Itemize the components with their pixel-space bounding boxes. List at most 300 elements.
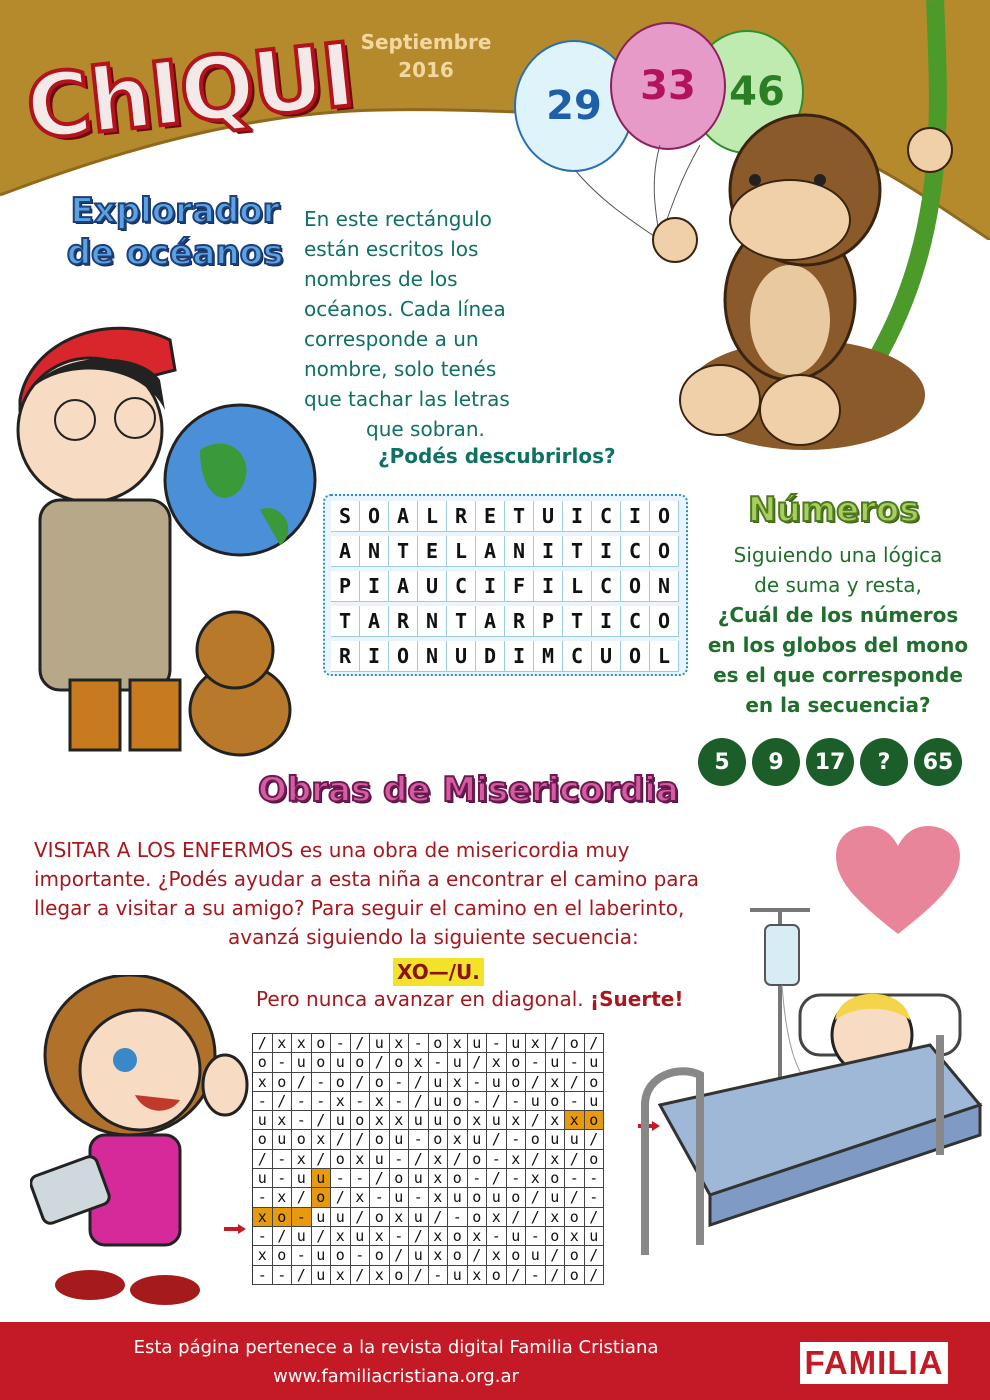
maze-cell[interactable]: x xyxy=(448,1073,468,1092)
letter-cell[interactable]: T xyxy=(563,606,592,637)
maze-cell[interactable]: x xyxy=(273,1111,293,1130)
maze-cell[interactable]: / xyxy=(546,1246,566,1265)
maze-cell[interactable]: o xyxy=(312,1034,332,1053)
maze-cell[interactable]: x xyxy=(390,1111,410,1130)
letter-cell[interactable]: C xyxy=(447,571,476,602)
maze-cell[interactable]: x xyxy=(429,1188,449,1207)
footer-url-link[interactable]: www.familiacristiana.org.ar xyxy=(273,1366,519,1387)
maze-cell[interactable]: o xyxy=(390,1266,410,1285)
maze-cell[interactable]: x xyxy=(526,1034,546,1053)
letter-cell[interactable]: I xyxy=(592,606,621,637)
maze-cell[interactable]: x xyxy=(390,1208,410,1227)
maze-cell[interactable]: / xyxy=(526,1150,546,1169)
maze-cell[interactable]: u xyxy=(390,1130,410,1149)
maze-cell[interactable]: - xyxy=(390,1092,410,1111)
maze-cell[interactable]: x xyxy=(370,1227,390,1246)
maze-cell[interactable]: x xyxy=(507,1150,527,1169)
maze-cell[interactable]: o xyxy=(507,1246,527,1265)
maze-cell[interactable]: o xyxy=(448,1246,468,1265)
maze-cell[interactable]: o xyxy=(526,1130,546,1149)
letter-cell[interactable]: A xyxy=(360,606,389,637)
balloon-number: 29 xyxy=(546,83,602,129)
maze-cell[interactable]: - xyxy=(487,1150,507,1169)
maze-cell[interactable]: - xyxy=(273,1169,293,1188)
maze-cell[interactable]: x xyxy=(253,1208,273,1227)
maze-cell[interactable]: - xyxy=(253,1266,273,1285)
letter-cell[interactable]: U xyxy=(447,641,476,672)
maze-cell[interactable]: u xyxy=(292,1053,312,1072)
maze-cell[interactable]: x xyxy=(448,1034,468,1053)
maze-cell[interactable]: u xyxy=(253,1111,273,1130)
maze-cell[interactable]: / xyxy=(273,1092,293,1111)
maze-cell[interactable]: / xyxy=(546,1034,566,1053)
maze-cell[interactable]: o xyxy=(253,1130,273,1149)
maze-cell[interactable]: u xyxy=(292,1227,312,1246)
maze-cell[interactable]: u xyxy=(448,1266,468,1285)
letter-cell[interactable]: O xyxy=(389,641,418,672)
maze-cell[interactable]: u xyxy=(526,1092,546,1111)
maze-cell[interactable]: - xyxy=(429,1053,449,1072)
maze-cell[interactable]: o xyxy=(468,1150,488,1169)
maze-cell[interactable]: / xyxy=(585,1246,605,1265)
maze-cell[interactable]: u xyxy=(312,1246,332,1265)
maze-cell[interactable]: - xyxy=(331,1034,351,1053)
maze-cell[interactable]: u xyxy=(585,1053,605,1072)
maze-cell[interactable]: x xyxy=(253,1073,273,1092)
letter-cell[interactable]: L xyxy=(650,641,679,672)
letter-cell[interactable]: I xyxy=(563,501,592,532)
maze-cell[interactable]: u xyxy=(526,1246,546,1265)
maze-cell[interactable]: / xyxy=(565,1073,585,1092)
maze-cell[interactable]: o xyxy=(273,1073,293,1092)
maze-cell[interactable]: / xyxy=(507,1266,527,1285)
letter-cell[interactable]: U xyxy=(534,501,563,532)
maze-cell[interactable]: / xyxy=(409,1073,429,1092)
maze-cell[interactable]: x xyxy=(370,1266,390,1285)
maze-cell[interactable]: x xyxy=(253,1246,273,1265)
maze-cell[interactable]: x xyxy=(351,1150,371,1169)
maze-cell[interactable]: u xyxy=(429,1073,449,1092)
letter-cell[interactable]: M xyxy=(534,641,563,672)
maze-cell[interactable]: x xyxy=(526,1169,546,1188)
maze-cell[interactable]: u xyxy=(507,1227,527,1246)
maze-cell[interactable]: o xyxy=(429,1130,449,1149)
maze-cell[interactable]: - xyxy=(468,1169,488,1188)
letter-cell[interactable]: C xyxy=(621,536,650,567)
maze-cell[interactable]: o xyxy=(390,1053,410,1072)
letter-cell[interactable]: L xyxy=(563,571,592,602)
letter-cell[interactable]: R xyxy=(505,606,534,637)
maze-cell[interactable]: u xyxy=(448,1053,468,1072)
maze-cell[interactable]: - xyxy=(507,1092,527,1111)
maze-cell[interactable]: / xyxy=(331,1130,351,1149)
maze-cell[interactable]: - xyxy=(273,1266,293,1285)
maze-cell[interactable]: u xyxy=(312,1266,332,1285)
maze-cell[interactable]: / xyxy=(585,1034,605,1053)
maze-cell[interactable]: / xyxy=(468,1053,488,1072)
maze-cell[interactable]: - xyxy=(468,1092,488,1111)
maze-cell[interactable]: / xyxy=(565,1188,585,1207)
maze-cell[interactable]: / xyxy=(253,1150,273,1169)
maze-cell[interactable]: - xyxy=(409,1130,429,1149)
letter-cell[interactable]: T xyxy=(331,606,360,637)
letter-cell[interactable]: I xyxy=(534,571,563,602)
maze-cell[interactable]: - xyxy=(351,1092,371,1111)
maze-cell[interactable]: / xyxy=(409,1227,429,1246)
maze-cell[interactable]: x xyxy=(546,1111,566,1130)
maze-cell[interactable]: u xyxy=(390,1188,410,1207)
maze-cell[interactable]: - xyxy=(409,1188,429,1207)
maze-cell[interactable]: - xyxy=(585,1188,605,1207)
maze-cell[interactable]: - xyxy=(390,1073,410,1092)
letter-cell[interactable]: A xyxy=(476,606,505,637)
maze-cell[interactable]: u xyxy=(409,1111,429,1130)
maze-cell[interactable]: x xyxy=(507,1111,527,1130)
maze-cell[interactable]: u xyxy=(546,1188,566,1207)
letter-cell[interactable]: R xyxy=(447,501,476,532)
maze-cell[interactable]: x xyxy=(468,1111,488,1130)
maze-cell[interactable]: x xyxy=(429,1169,449,1188)
maze-cell[interactable]: - xyxy=(351,1169,371,1188)
maze-cell[interactable]: x xyxy=(292,1034,312,1053)
maze-cell[interactable]: u xyxy=(331,1053,351,1072)
maze-cell[interactable]: / xyxy=(390,1246,410,1265)
maze-cell[interactable]: / xyxy=(585,1266,605,1285)
maze-cell[interactable]: / xyxy=(351,1266,371,1285)
letter-cell[interactable]: N xyxy=(418,606,447,637)
maze-cell[interactable]: - xyxy=(253,1092,273,1111)
maze-cell[interactable]: u xyxy=(468,1034,488,1053)
maze-cell[interactable]: o xyxy=(312,1188,332,1207)
maze-cell[interactable]: - xyxy=(292,1246,312,1265)
maze-cell[interactable]: x xyxy=(468,1266,488,1285)
maze-cell[interactable]: u xyxy=(448,1188,468,1207)
maze-cell[interactable]: u xyxy=(487,1111,507,1130)
letter-cell[interactable]: I xyxy=(621,501,650,532)
maze-cell[interactable]: / xyxy=(468,1246,488,1265)
maze-cell[interactable]: o xyxy=(370,1073,390,1092)
letter-cell[interactable]: I xyxy=(592,536,621,567)
maze-cell[interactable]: / xyxy=(585,1208,605,1227)
maze-cell[interactable]: / xyxy=(409,1266,429,1285)
maze-cell[interactable]: - xyxy=(409,1034,429,1053)
maze-cell[interactable]: o xyxy=(507,1073,527,1092)
maze-cell[interactable]: x xyxy=(292,1150,312,1169)
maze-cell[interactable]: - xyxy=(292,1208,312,1227)
instruction-line: están escritos los xyxy=(304,237,479,261)
maze-cell[interactable]: o xyxy=(351,1111,371,1130)
maze-cell[interactable]: x xyxy=(565,1227,585,1246)
maze-cell[interactable]: u xyxy=(507,1034,527,1053)
letter-cell[interactable]: I xyxy=(534,536,563,567)
letter-cell[interactable]: R xyxy=(331,641,360,672)
maze-cell[interactable]: o xyxy=(507,1188,527,1207)
letter-cell[interactable]: T xyxy=(389,536,418,567)
letter-cell[interactable]: N xyxy=(360,536,389,567)
maze-cell[interactable]: - xyxy=(312,1092,332,1111)
maze-cell[interactable]: / xyxy=(487,1169,507,1188)
maze-cell[interactable]: o xyxy=(390,1169,410,1188)
maze-cell[interactable]: / xyxy=(487,1130,507,1149)
maze-cell[interactable]: / xyxy=(429,1208,449,1227)
maze-cell[interactable]: o xyxy=(487,1266,507,1285)
maze-cell[interactable]: - xyxy=(507,1130,527,1149)
letter-cell[interactable]: O xyxy=(650,606,679,637)
maze-cell[interactable]: / xyxy=(312,1227,332,1246)
maze-cell[interactable]: - xyxy=(487,1034,507,1053)
maze-cell[interactable]: / xyxy=(526,1073,546,1092)
letter-cell[interactable]: D xyxy=(476,641,505,672)
maze-cell[interactable]: o xyxy=(448,1111,468,1130)
maze-cell[interactable]: / xyxy=(409,1092,429,1111)
maze-cell[interactable]: - xyxy=(331,1169,351,1188)
maze-cell[interactable]: - xyxy=(253,1227,273,1246)
maze-cell[interactable]: x xyxy=(370,1092,390,1111)
letter-cell[interactable]: O xyxy=(621,641,650,672)
maze-cell[interactable]: - xyxy=(273,1150,293,1169)
maze-cell[interactable]: - xyxy=(507,1169,527,1188)
maze-cell[interactable]: / xyxy=(331,1188,351,1207)
maze-cell[interactable]: o xyxy=(546,1092,566,1111)
maze-cell[interactable]: - xyxy=(390,1150,410,1169)
maze-cell[interactable]: u xyxy=(292,1169,312,1188)
maze-cell[interactable]: o xyxy=(468,1188,488,1207)
maze-cell[interactable]: / xyxy=(507,1208,527,1227)
maze-cell[interactable]: - xyxy=(370,1188,390,1207)
letter-cell[interactable]: S xyxy=(331,501,360,532)
maze-cell[interactable]: / xyxy=(409,1150,429,1169)
maze-cell[interactable]: - xyxy=(448,1208,468,1227)
maze-cell[interactable]: o xyxy=(429,1034,449,1053)
maze-cell[interactable]: x xyxy=(331,1266,351,1285)
maze-cell[interactable]: u xyxy=(370,1150,390,1169)
maze-cell[interactable]: / xyxy=(351,1130,371,1149)
maze-cell[interactable]: x xyxy=(273,1188,293,1207)
letter-cell[interactable]: O xyxy=(621,571,650,602)
maze-cell[interactable]: o xyxy=(565,1266,585,1285)
maze-cell[interactable]: / xyxy=(351,1208,371,1227)
maze-cell[interactable]: x xyxy=(487,1053,507,1072)
maze-cell[interactable]: x xyxy=(546,1150,566,1169)
maze-cell[interactable]: / xyxy=(487,1092,507,1111)
letter-cell[interactable]: L xyxy=(447,536,476,567)
maze-cell[interactable]: o xyxy=(292,1130,312,1149)
maze-cell[interactable]: / xyxy=(351,1073,371,1092)
letter-cell[interactable]: U xyxy=(592,641,621,672)
letter-cell[interactable]: O xyxy=(650,501,679,532)
maze-cell[interactable]: x xyxy=(409,1053,429,1072)
maze-cell[interactable]: - xyxy=(468,1073,488,1092)
letter-cell[interactable]: I xyxy=(360,641,389,672)
maze-cell[interactable]: u xyxy=(253,1169,273,1188)
letter-cell[interactable]: R xyxy=(389,606,418,637)
maze-cell[interactable]: u xyxy=(487,1073,507,1092)
maze-cell[interactable]: o xyxy=(448,1227,468,1246)
maze-cell[interactable]: - xyxy=(292,1111,312,1130)
maze-cell[interactable]: - xyxy=(585,1169,605,1188)
maze-cell[interactable]: / xyxy=(585,1130,605,1149)
maze-cell[interactable]: o xyxy=(546,1169,566,1188)
letter-cell[interactable]: N xyxy=(650,571,679,602)
maze-cell[interactable]: u xyxy=(565,1130,585,1149)
maze-cell[interactable]: / xyxy=(312,1111,332,1130)
letter-cell[interactable]: I xyxy=(505,641,534,672)
maze-cell[interactable]: u xyxy=(312,1169,332,1188)
letter-cell[interactable]: O xyxy=(360,501,389,532)
maze-cell[interactable]: o xyxy=(351,1053,371,1072)
maze-cell[interactable]: x xyxy=(331,1227,351,1246)
letter-grid xyxy=(323,494,688,676)
maze-cell[interactable]: x xyxy=(331,1092,351,1111)
letter-cell[interactable]: T xyxy=(447,606,476,637)
maze-cell[interactable]: o xyxy=(273,1246,293,1265)
maze-cell[interactable]: - xyxy=(312,1073,332,1092)
letter-cell[interactable]: P xyxy=(534,606,563,637)
maze-cell[interactable]: u xyxy=(351,1227,371,1246)
letter-cell[interactable]: A xyxy=(389,501,418,532)
letter-cell[interactable]: T xyxy=(563,536,592,567)
maze-cell[interactable]: / xyxy=(370,1053,390,1072)
maze-cell[interactable]: o xyxy=(370,1130,390,1149)
maze-cell[interactable]: o xyxy=(370,1208,390,1227)
maze-cell[interactable]: x xyxy=(468,1227,488,1246)
maze-cell[interactable]: o xyxy=(448,1169,468,1188)
maze-cell[interactable]: u xyxy=(312,1208,332,1227)
maze-cell[interactable]: - xyxy=(292,1092,312,1111)
maze-cell[interactable]: u xyxy=(546,1130,566,1149)
maze-cell[interactable]: x xyxy=(546,1208,566,1227)
maze-cell[interactable]: o xyxy=(565,1034,585,1053)
maze-cell[interactable]: u xyxy=(409,1246,429,1265)
maze-cell[interactable]: x xyxy=(487,1246,507,1265)
maze-cell[interactable]: / xyxy=(312,1150,332,1169)
maze-cell[interactable]: o xyxy=(448,1092,468,1111)
maze-cell[interactable]: / xyxy=(370,1169,390,1188)
maze-cell[interactable]: o xyxy=(585,1111,605,1130)
oceanos-title xyxy=(60,190,290,274)
letter-cell[interactable]: A xyxy=(389,571,418,602)
maze-cell[interactable]: o xyxy=(331,1150,351,1169)
letter-cell[interactable]: C xyxy=(592,501,621,532)
maze-cell[interactable]: x xyxy=(390,1034,410,1053)
letter-cell[interactable]: C xyxy=(621,606,650,637)
maze-cell[interactable]: / xyxy=(546,1266,566,1285)
maze-cell[interactable]: o xyxy=(331,1073,351,1092)
maze-cell[interactable]: u xyxy=(546,1053,566,1072)
maze-cell[interactable]: u xyxy=(429,1092,449,1111)
maze-cell[interactable]: x xyxy=(351,1188,371,1207)
maze-cell[interactable]: x xyxy=(312,1130,332,1149)
maze-cell[interactable]: o xyxy=(565,1208,585,1227)
letter-cell[interactable]: L xyxy=(418,501,447,532)
maze-cell[interactable]: u xyxy=(585,1092,605,1111)
maze-cell[interactable]: u xyxy=(331,1111,351,1130)
letter-cell[interactable]: N xyxy=(505,536,534,567)
maze-cell[interactable]: x xyxy=(370,1111,390,1130)
maze-cell[interactable]: o xyxy=(565,1246,585,1265)
letter-cell[interactable]: I xyxy=(476,571,505,602)
maze-cell[interactable]: o xyxy=(546,1227,566,1246)
letter-cell[interactable]: E xyxy=(476,501,505,532)
maze-cell[interactable]: / xyxy=(526,1188,546,1207)
maze-cell[interactable]: o xyxy=(468,1208,488,1227)
maze-cell[interactable]: o xyxy=(253,1053,273,1072)
letter-cell[interactable]: O xyxy=(650,536,679,567)
maze-cell[interactable]: - xyxy=(526,1227,546,1246)
letter-cell[interactable]: I xyxy=(360,571,389,602)
maze-cell[interactable]: o xyxy=(507,1053,527,1072)
maze-cell[interactable]: - xyxy=(429,1266,449,1285)
maze-cell[interactable]: - xyxy=(487,1227,507,1246)
maze-cell[interactable]: u xyxy=(331,1208,351,1227)
maze-cell[interactable]: - xyxy=(526,1053,546,1072)
maze-cell[interactable]: / xyxy=(448,1150,468,1169)
maze-cell[interactable]: / xyxy=(292,1266,312,1285)
maze-cell[interactable]: o xyxy=(585,1073,605,1092)
maze-cell[interactable]: - xyxy=(565,1053,585,1072)
maze-cell[interactable]: o xyxy=(585,1150,605,1169)
letter-cell[interactable]: N xyxy=(418,641,447,672)
letter-cell[interactable]: F xyxy=(505,571,534,602)
maze-cell[interactable]: - xyxy=(273,1053,293,1072)
maze-cell[interactable]: u xyxy=(585,1227,605,1246)
maze-cell[interactable]: x xyxy=(429,1150,449,1169)
maze-cell[interactable]: x xyxy=(429,1246,449,1265)
maze-cell[interactable]: / xyxy=(351,1034,371,1053)
maze-cell[interactable]: - xyxy=(253,1188,273,1207)
maze-cell[interactable]: - xyxy=(565,1169,585,1188)
letter-cell[interactable]: A xyxy=(476,536,505,567)
maze-cell[interactable]: x xyxy=(546,1073,566,1092)
maze-cell[interactable]: / xyxy=(526,1111,546,1130)
maze-cell[interactable]: - xyxy=(565,1092,585,1111)
maze-cell[interactable]: / xyxy=(292,1188,312,1207)
maze-cell[interactable]: - xyxy=(526,1266,546,1285)
maze-cell[interactable]: o xyxy=(312,1053,332,1072)
maze-cell[interactable]: u xyxy=(409,1208,429,1227)
maze-cell[interactable]: / xyxy=(292,1073,312,1092)
letter-cell[interactable]: A xyxy=(331,536,360,567)
letter-cell[interactable]: P xyxy=(331,571,360,602)
letter-cell[interactable]: C xyxy=(563,641,592,672)
maze-cell[interactable]: / xyxy=(273,1227,293,1246)
maze-cell[interactable]: u xyxy=(273,1130,293,1149)
maze-cell[interactable]: x xyxy=(448,1130,468,1149)
maze-cell[interactable]: u xyxy=(429,1111,449,1130)
letter-cell[interactable]: E xyxy=(418,536,447,567)
letter-cell[interactable]: C xyxy=(592,571,621,602)
maze-cell[interactable]: / xyxy=(253,1034,273,1053)
maze-cell[interactable]: x xyxy=(429,1227,449,1246)
maze-cell[interactable]: / xyxy=(526,1208,546,1227)
maze-cell[interactable]: u xyxy=(487,1188,507,1207)
maze-cell[interactable]: o xyxy=(273,1208,293,1227)
maze-cell[interactable]: u xyxy=(409,1169,429,1188)
maze-cell[interactable]: u xyxy=(370,1034,390,1053)
letter-cell[interactable]: U xyxy=(418,571,447,602)
maze-cell[interactable]: o xyxy=(370,1246,390,1265)
maze-cell[interactable]: - xyxy=(390,1227,410,1246)
maze-cell[interactable]: x xyxy=(565,1111,585,1130)
maze-cell[interactable]: - xyxy=(351,1246,371,1265)
letter-cell[interactable]: T xyxy=(505,501,534,532)
sequence-number: ? xyxy=(860,738,908,786)
maze-cell[interactable]: x xyxy=(487,1208,507,1227)
maze-cell[interactable]: o xyxy=(331,1246,351,1265)
maze-cell[interactable]: u xyxy=(468,1130,488,1149)
maze-cell[interactable]: / xyxy=(565,1150,585,1169)
maze-cell[interactable]: x xyxy=(273,1034,293,1053)
